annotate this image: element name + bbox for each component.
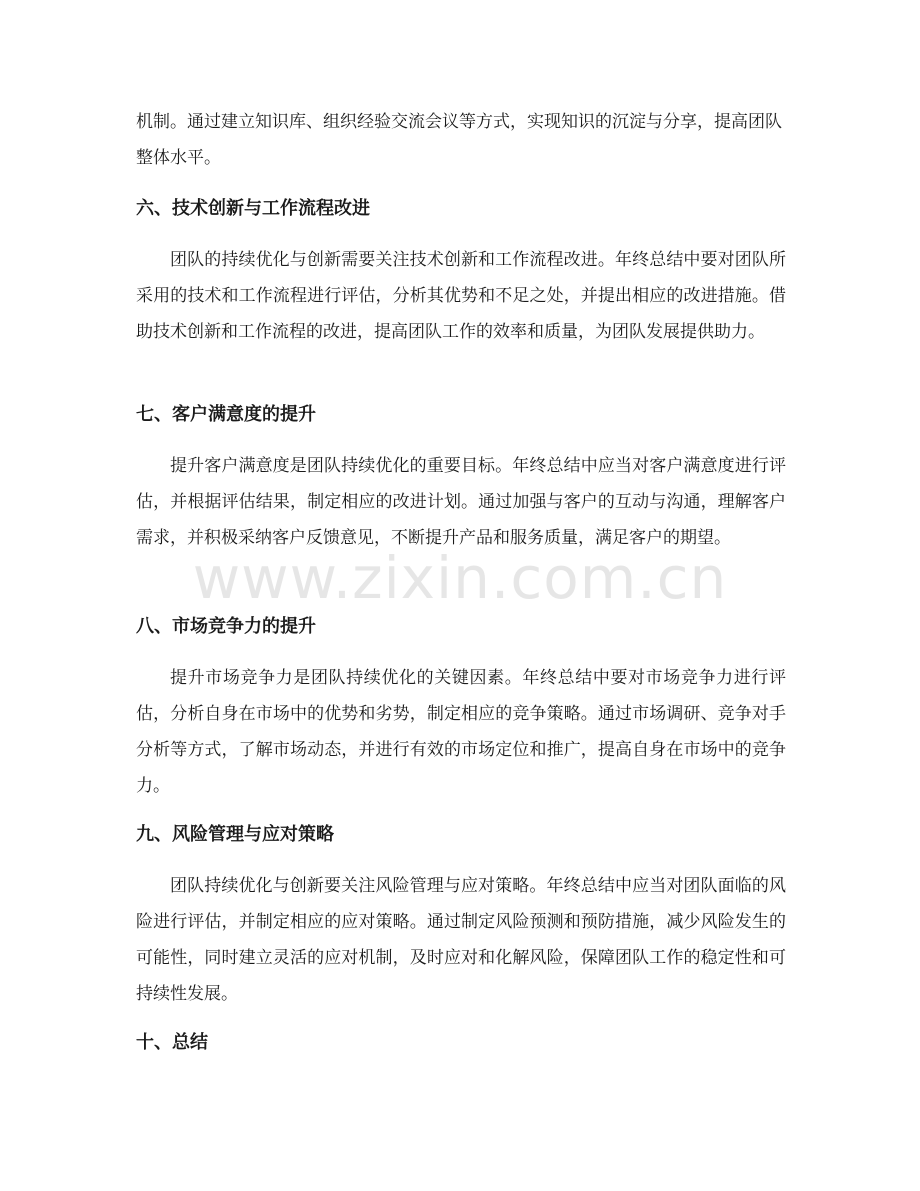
section-heading-10: 十、总结 xyxy=(136,1032,208,1053)
section-heading-9: 九、风险管理与应对策略 xyxy=(136,824,334,845)
section-body-9: 团队持续优化与创新要关注风险管理与应对策略。年终总结中应当对团队面临的风险进行评估，并制定相应的应对策略。通过制定风险预测和预防措施，减少风险发生的可能性，同时建立灵活的应对机制，及时应对和化解风险，保障团队工作的稳定性和可持续性发展。 xyxy=(136,876,786,1004)
continued-paragraph: 机制。通过建立知识库、组织经验交流会议等方式，实现知识的沉淀与分享，提高团队整体水平。 xyxy=(136,112,782,168)
section-heading-6: 六、技术创新与工作流程改进 xyxy=(136,198,370,219)
section-heading-8: 八、市场竞争力的提升 xyxy=(136,616,316,637)
section-body-7: 提升客户满意度是团队持续优化的重要目标。年终总结中应当对客户满意度进行评估，并根据评估结果，制定相应的改进计划。通过加强与客户的互动与沟通，理解客户需求，并积极采纳客户反馈意见，不断提升产品和服务质量，满足客户的期望。 xyxy=(136,456,786,548)
watermark: www.zixin.com.cn xyxy=(192,544,728,612)
section-body-8: 提升市场竞争力是团队持续优化的关键因素。年终总结中要对市场竞争力进行评估，分析自身在市场中的优势和劣势，制定相应的竞争策略。通过市场调研、竞争对手分析等方式，了解市场动态，并进行有效的市场定位和推广，提高自身在市场中的竞争力。 xyxy=(136,668,786,796)
section-body-6: 团队的持续优化与创新需要关注技术创新和工作流程改进。年终总结中要对团队所采用的技术和工作流程进行评估，分析其优势和不足之处，并提出相应的改进措施。借助技术创新和工作流程的改进，提高团队工作的效率和质量，为团队发展提供助力。 xyxy=(136,250,786,342)
section-heading-7: 七、客户满意度的提升 xyxy=(136,404,316,425)
